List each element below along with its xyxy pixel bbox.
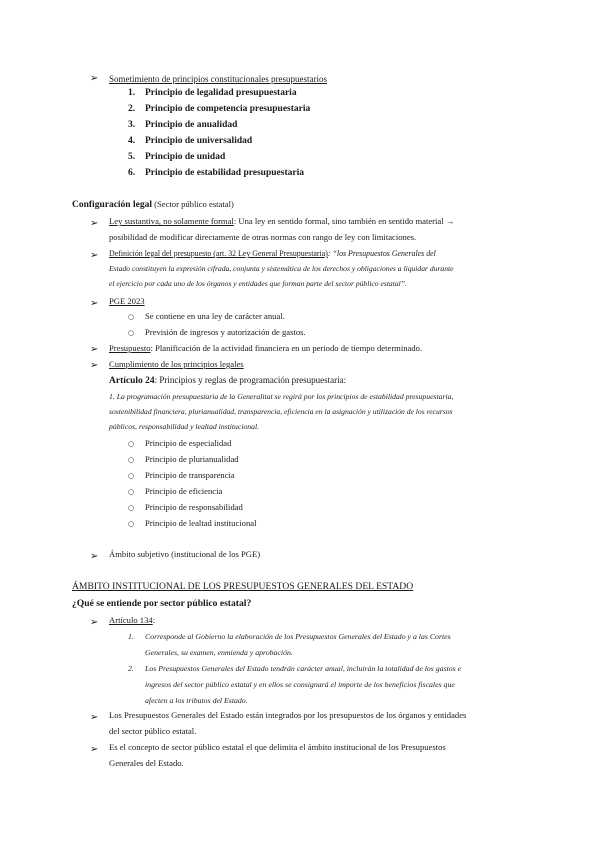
- arrow-bullet-icon: ➢: [90, 712, 99, 723]
- circle-bullet-icon: ○: [128, 472, 135, 480]
- circle-bullet-icon: ○: [128, 313, 135, 321]
- list-item: Principio de legalidad presupuestaria: [145, 88, 297, 98]
- ley-line-1: [109, 214, 454, 230]
- config-title: [72, 199, 234, 210]
- art24-text: : Principios y reglas de programación presupuestaria:: [154, 375, 347, 385]
- def-line-1: [109, 247, 436, 260]
- pge-item: Previsión de ingresos y autorización de gastos.: [145, 327, 306, 337]
- list-number: 5.: [128, 152, 136, 162]
- principio-item: Principio de eficiencia: [145, 486, 223, 496]
- ley-line-2: posibilidad de modificar directamente de otras normas con rango de ley con limitaciones.: [109, 232, 417, 242]
- sec3-heading: ÁMBITO INSTITUCIONAL DE LOS PRESUPUESTOS GENERALES DEL ESTADO: [72, 581, 414, 592]
- art134-text: ingresos del sector público estatal y en ellos se consignará el importe de los beneficios fiscales que: [145, 680, 455, 689]
- list-number: 2.: [128, 104, 136, 114]
- art24-line: [109, 373, 346, 388]
- list-item: Principio de anualidad: [145, 120, 238, 130]
- art24-paragraph-1: 1. La programación presupuestaria de la Generalitat se regirá por los principios de estabilidad presupuestaria,: [109, 392, 454, 401]
- art24-paragraph-2: sostenibilidad financiera, plurianualidad, transparencia, eficiencia en la asignación y utilización de los recursos: [109, 407, 453, 416]
- pge-label: PGE 2023: [109, 296, 145, 306]
- list-number: 3.: [128, 120, 136, 130]
- ley-label: Ley sustantiva, no solamente formal: [109, 216, 234, 226]
- list-number: 4.: [128, 136, 136, 146]
- arrow-bullet-icon: ➢: [90, 250, 99, 261]
- arrow-bullet-icon: ➢: [90, 344, 99, 355]
- sec3-question: ¿Qué se entiende por sector público estatal?: [72, 598, 252, 609]
- principio-item: Principio de plurianualidad: [145, 454, 239, 464]
- circle-bullet-icon: ○: [128, 504, 135, 512]
- art134-text: Generales, su examen, enmienda y aprobación.: [145, 648, 293, 657]
- pge-item: Se contiene en una ley de carácter anual.: [145, 311, 285, 321]
- arrow-bullet-icon: ➢: [90, 744, 99, 755]
- def-label: Definición legal del presupuesto (art. 32 Ley General Presupuestaria): [109, 249, 328, 258]
- config-title-text: Configuración legal: [72, 200, 152, 210]
- list-number: 1.: [128, 88, 136, 98]
- principio-item: Principio de lealtad institucional: [145, 518, 257, 528]
- def-line-3: el ejercicio por cada uno de los órganos y entidades que forman parte del sector público estatal”.: [109, 279, 407, 288]
- pge-integracion-line-1: Los Presupuestos Generales del Estado están integrados por los presupuestos de los órganos y entidades: [109, 710, 467, 720]
- circle-bullet-icon: ○: [128, 329, 135, 337]
- principio-item: Principio de responsabilidad: [145, 502, 243, 512]
- list-item: Principio de estabilidad presupuestaria: [145, 168, 304, 178]
- pge-integracion-line-2: del sector público estatal.: [109, 726, 197, 736]
- presupuesto-text: : Planificación de la actividad financiera en un periodo de tiempo determinado.: [150, 343, 423, 353]
- def-text: : “los Presupuestos Generales del: [327, 249, 436, 258]
- art134-number: 1.: [128, 632, 134, 641]
- cumplimiento-label: Cumplimiento de los principios legales: [109, 359, 244, 369]
- art134-number: 2.: [128, 664, 134, 673]
- arrow-bullet-icon: ➢: [90, 551, 99, 562]
- arrow-bullet-icon: ➢: [90, 73, 99, 84]
- circle-bullet-icon: ○: [128, 440, 135, 448]
- list-item: Principio de universalidad: [145, 136, 253, 146]
- art134-text: Corresponde al Gobierno la elaboración de los Presupuestos Generales del Estado y a las Cortes: [145, 632, 451, 641]
- arrow-bullet-icon: ➢: [90, 218, 99, 229]
- list-item: Principio de unidad: [145, 152, 226, 162]
- art134-text: Los Presupuestos Generales del Estado tendrán carácter anual, incluirán la totalidad de los gastos e: [145, 664, 462, 673]
- list-item: Principio de competencia presupuestaria: [145, 104, 311, 114]
- ambito-subjetivo: Ámbito subjetivo (institucional de los PGE): [109, 549, 261, 559]
- config-subtitle: (Sector público estatal): [151, 199, 234, 209]
- presupuesto-line: [109, 341, 422, 357]
- sec1-heading: Sometimiento de principios constitucionales presupuestarios: [109, 74, 327, 84]
- def-line-2: Estado constituyen la expresión cifrada, conjunta y sistemática de los derechos y obligaciones a liquidar durante: [109, 264, 454, 273]
- circle-bullet-icon: ○: [128, 488, 135, 496]
- art24-label: Artículo 24: [109, 376, 155, 386]
- list-number: 6.: [128, 168, 136, 178]
- art134-colon: :: [152, 615, 156, 625]
- arrow-bullet-icon: ➢: [90, 617, 99, 628]
- presupuesto-label: Presupuesto: [109, 343, 151, 353]
- circle-bullet-icon: ○: [128, 456, 135, 464]
- art24-paragraph-3: públicos, responsabilidad y lealtad institucional.: [109, 422, 260, 431]
- art134-line: [109, 613, 155, 629]
- arrow-bullet-icon: ➢: [90, 298, 99, 309]
- circle-bullet-icon: ○: [128, 520, 135, 528]
- principio-item: Principio de especialidad: [145, 438, 232, 448]
- art134-label: Artículo 134: [109, 615, 153, 625]
- sector-publico-line-2: Generales del Estado.: [109, 758, 184, 768]
- ley-text: : Una ley en sentido formal, sino también en sentido material →: [233, 216, 455, 226]
- principio-item: Principio de transparencia: [145, 470, 235, 480]
- sector-publico-line-1: Es el concepto de sector público estatal el que delimita el ámbito institucional de los Presupuestos: [109, 742, 446, 752]
- art134-text: afecten a los tributos del Estado.: [145, 696, 248, 705]
- arrow-bullet-icon: ➢: [90, 360, 99, 371]
